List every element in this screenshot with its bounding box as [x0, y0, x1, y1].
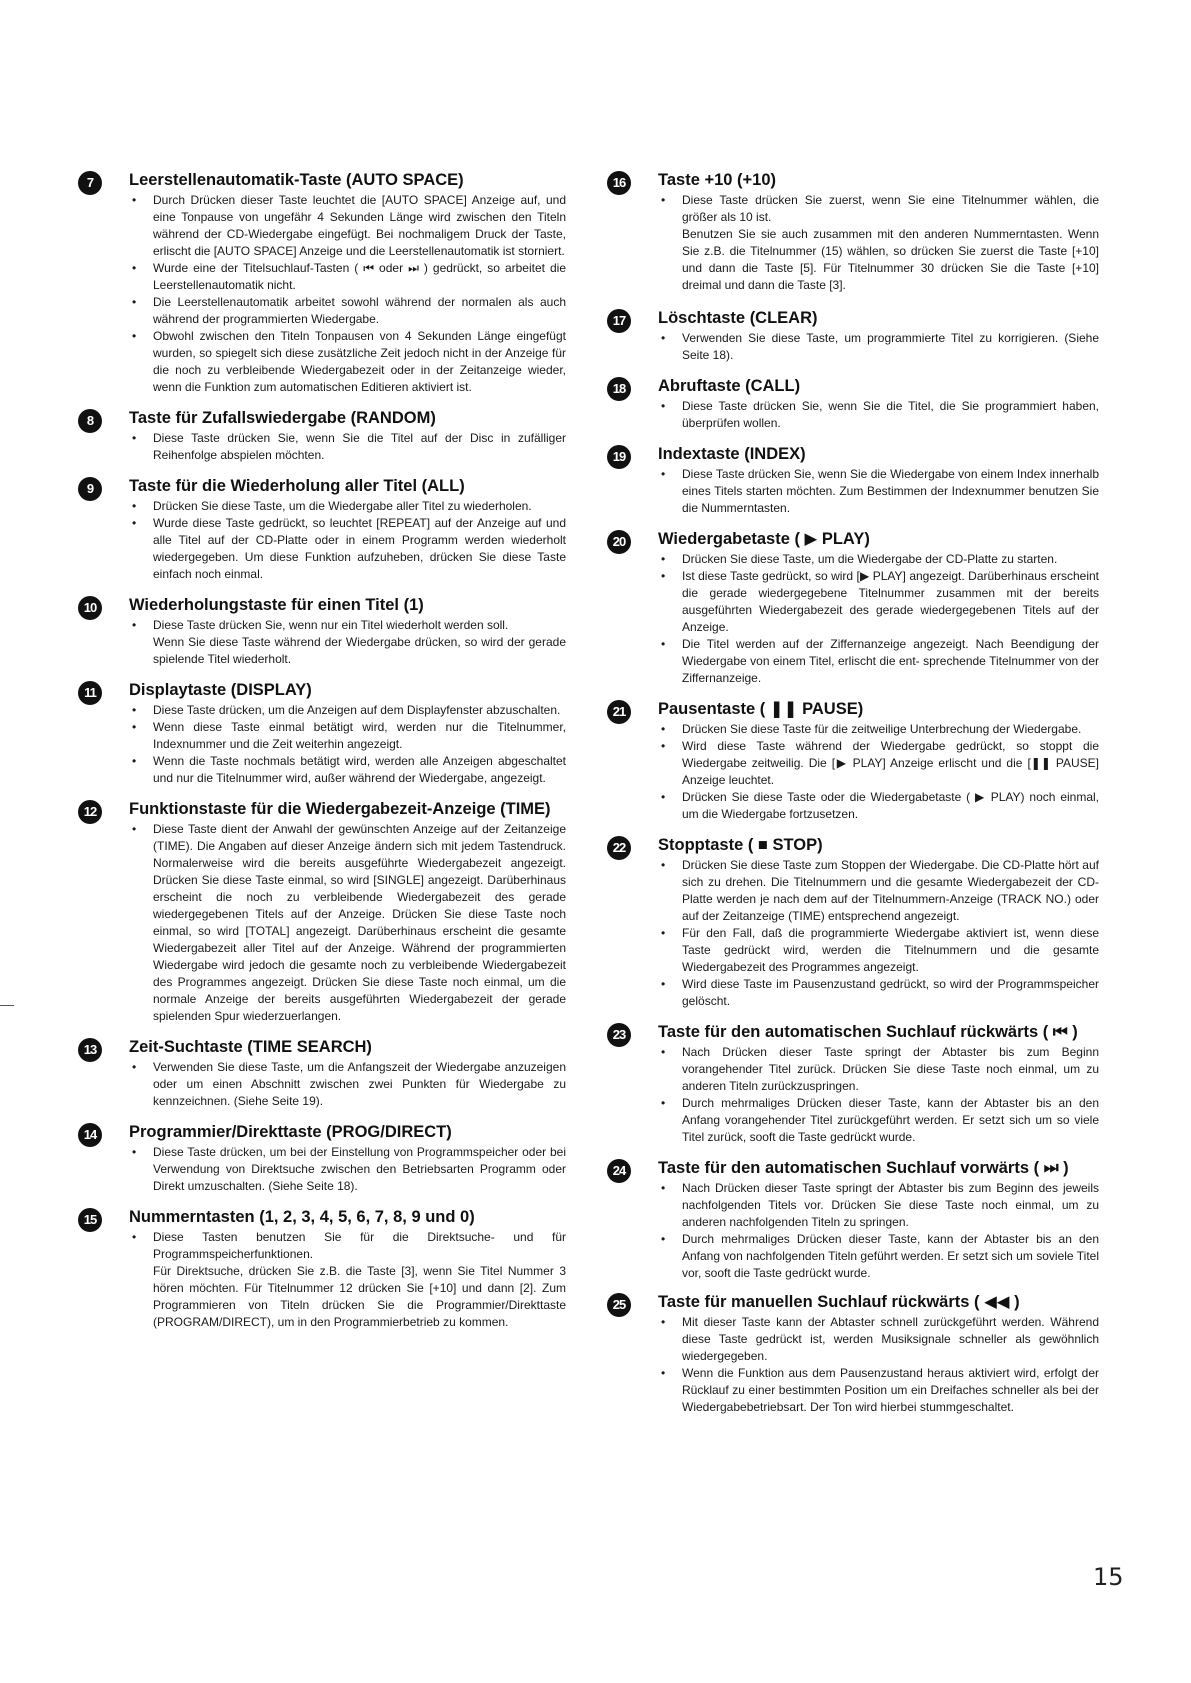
bullet-item	[129, 515, 566, 583]
bullet-item	[658, 925, 1099, 976]
bullet-item	[129, 617, 566, 634]
section-22	[607, 835, 1099, 1010]
section-number-badge: 8	[78, 409, 102, 433]
section-heading: Taste +10 (+10)	[658, 171, 777, 189]
section-heading: Taste für Zufallswiedergabe (RANDOM)	[129, 409, 436, 427]
bullet-list	[129, 821, 566, 1025]
bullet-text: • Wenn diese Taste einmal betätigt wird, werden nur die Titelnummer, Indexnummer und die Zeit weiterhin angezeigt.	[153, 720, 566, 751]
bullet-text: • Drücken Sie diese Taste oder die Wiedergabetaste ( ▶ PLAY) noch einmal, um die Wiedergabe fortzusetzen.	[682, 790, 1099, 821]
section-10	[78, 595, 566, 668]
bullet-list	[129, 1229, 566, 1263]
section-heading: Indextaste (INDEX)	[658, 445, 806, 463]
bullet-item	[658, 1231, 1099, 1282]
bullet-list	[658, 1180, 1099, 1282]
bullet-text: • Diese Tasten benutzen Sie für die Direktsuche- und für Programmspeicherfunktionen.	[153, 1230, 566, 1261]
section-heading: Wiedergabetaste ( ▶ PLAY)	[658, 530, 870, 548]
bullet-item	[129, 192, 566, 260]
section-heading: Pausentaste ( ❚❚ PAUSE)	[658, 700, 864, 718]
bullet-item	[658, 721, 1099, 738]
bullet-text: • Nach Drücken dieser Taste springt der Abtaster bis zum Beginn des jeweils nachfolgenden Titels vor. Drücken Sie diese Taste noch einmal, um zu anderen nachfolgenden Titeln zu springen.	[682, 1181, 1099, 1229]
bullet-list	[658, 857, 1099, 1010]
section-number-badge: 14	[78, 1123, 102, 1147]
bullet-list	[658, 1044, 1099, 1146]
bullet-item	[658, 398, 1099, 432]
section-15	[78, 1207, 566, 1331]
bullet-item	[658, 192, 1099, 226]
section-heading: Nummerntasten (1, 2, 3, 4, 5, 6, 7, 8, 9 und 0)	[129, 1208, 475, 1226]
section-17	[607, 308, 1099, 364]
bullet-text: • Wird diese Taste im Pausenzustand gedrückt, so wird der Programmspeicher gelöscht.	[682, 977, 1099, 1008]
section-number-badge: 23	[607, 1023, 631, 1047]
bullet-item	[129, 328, 566, 396]
continuation-text: Benutzen Sie sie auch zusammen mit den anderen Nummerntasten. Wenn Sie z.B. die Titelnummer (15) wählen, so drücken Sie zuerst die Taste [+10] und dann die Taste [5]. Für Titelnummer 30 drücken Sie die Taste [+10] dreimal und dann die Taste [3].	[682, 227, 1099, 292]
bullet-text: • Diese Taste drücken, um bei der Einstellung von Programmspeicher oder bei Verwendung von Direktsuche zwischen den Betriebsarten Programm oder Direkt umzuschalten. (Siehe Seite 18).	[153, 1145, 566, 1193]
bullet-item	[658, 1095, 1099, 1146]
page-number: 15	[1093, 1563, 1124, 1591]
section-number-badge: 19	[607, 445, 631, 469]
section-12	[78, 799, 566, 1025]
section-18	[607, 376, 1099, 432]
bullet-text: • Wird diese Taste während der Wiedergabe gedrückt, so stoppt die Wiedergabe zeitweilig. Die [▶ PLAY] Anzeige erlischt und die [❚❚ PAUSE] Anzeige leuchtet.	[682, 739, 1099, 787]
section-number-badge: 9	[78, 477, 102, 501]
bullet-text: • Diese Taste drücken Sie zuerst, wenn Sie eine Titelnummer wählen, die größer als 10 ist.	[682, 193, 1099, 224]
section-7	[78, 170, 566, 396]
bullet-item	[658, 789, 1099, 823]
section-8	[78, 408, 566, 464]
section-11	[78, 680, 566, 787]
left-column	[78, 170, 566, 1345]
bullet-item	[129, 430, 566, 464]
bullet-text: • Durch mehrmaliges Drücken dieser Taste, kann der Abtaster bis an den Anfang von nachfolgenden Titeln geführt werden. Er setzt sich um soviele Titel vor, sooft die Taste gedrückt wurde.	[682, 1232, 1099, 1280]
bullet-list	[658, 551, 1099, 687]
section-heading: Taste für manuellen Suchlauf rückwärts ( ◀◀ )	[658, 1293, 1020, 1311]
bullet-text: • Verwenden Sie diese Taste, um die Anfangszeit der Wiedergabe anzuzeigen oder um einen Abschnitt zwischen zwei Punkten für Wiedergabe zu kennzeichnen. (Siehe Seite 19).	[153, 1060, 566, 1108]
section-heading: Leerstellenautomatik-Taste (AUTO SPACE)	[129, 171, 464, 189]
section-number-badge: 11	[78, 681, 102, 705]
section-number-badge: 25	[607, 1293, 631, 1317]
bullet-text: • Drücken Sie diese Taste zum Stoppen der Wiedergabe. Die CD-Platte hört auf sich zu drehen. Die Titelnummern und die gesamte Wiedergabezeit der CD-Platte werden je nach dem auf der Titelnummern-Anzeige (TRACK NO.) oder auf der Zeitanzeige (TIME) entsprechend angezeigt.	[682, 858, 1099, 923]
bullet-item	[129, 1059, 566, 1110]
section-number-badge: 13	[78, 1038, 102, 1062]
bullet-text: • Wurde eine der Titelsuchlauf-Tasten ( ⏮ oder ⏭ ) gedrückt, so arbeitet die Leerstellenautomatik nicht.	[153, 261, 566, 292]
bullet-text: • Für den Fall, daß die programmierte Wiedergabe aktiviert ist, wenn diese Taste gedrückt wird, werden die Titelnummern und die gesamte Wiedergabezeit des Programmes angezeigt.	[682, 926, 1099, 974]
section-number-badge: 7	[78, 171, 102, 195]
section-number-badge: 21	[607, 700, 631, 724]
bullet-item	[658, 568, 1099, 636]
bullet-item	[129, 753, 566, 787]
bullet-text: • Wenn die Funktion aus dem Pausenzustand heraus aktiviert wird, erfolgt der Rücklauf zu einer bestimmten Position um ein Dreifaches schneller als bei der Wiedergabebetriebsart. Der Ton wird hierbei stummgeschaltet.	[682, 1366, 1099, 1414]
bullet-item	[129, 702, 566, 719]
bullet-list	[658, 1314, 1099, 1416]
section-25	[607, 1292, 1099, 1416]
bullet-item	[658, 738, 1099, 789]
bullet-list	[129, 430, 566, 464]
bullet-list	[658, 721, 1099, 823]
section-24	[607, 1158, 1099, 1282]
bullet-item	[129, 498, 566, 515]
section-number-badge: 18	[607, 377, 631, 401]
section-16	[607, 170, 1099, 294]
bullet-text: • Drücken Sie diese Taste, um die Wiedergabe der CD-Platte zu starten.	[682, 552, 1058, 566]
section-number-badge: 15	[78, 1208, 102, 1232]
section-19	[607, 444, 1099, 517]
crop-mark	[0, 1005, 14, 1006]
bullet-item	[129, 1144, 566, 1195]
bullet-text: • Diese Taste drücken Sie, wenn nur ein Titel wiederholt werden soll.	[153, 618, 509, 632]
section-heading: Löschtaste (CLEAR)	[658, 309, 818, 327]
section-9	[78, 476, 566, 583]
bullet-list	[658, 192, 1099, 226]
section-heading: Funktionstaste für die Wiedergabezeit-Anzeige (TIME)	[129, 800, 551, 818]
section-heading: Abruftaste (CALL)	[658, 377, 801, 395]
bullet-text: • Durch Drücken dieser Taste leuchtet die [AUTO SPACE] Anzeige auf, und eine Tonpause von ungefähr 4 Sekunden Länge wird zwischen den Titeln während der CD-Wiedergabe eingefügt. Bei nochmaligem Druck der Taste, erlischt die [AUTO SPACE] Anzeige und die Leerstellenautomatik ist storniert.	[153, 193, 566, 258]
bullet-item	[658, 1044, 1099, 1095]
section-number-badge: 10	[78, 596, 102, 620]
bullet-item	[658, 466, 1099, 517]
section-heading: Wiederholungstaste für einen Titel (1)	[129, 596, 424, 614]
bullet-list	[129, 1059, 566, 1110]
bullet-text: • Ist diese Taste gedrückt, so wird [▶ PLAY] angezeigt. Darüberhinaus erscheint die gerade wiedergegebene Titelnummer zusammen mit der bereits ausgeführten Wiedergabezeit des gerade wiedergegebenen Titels auf der Anzeige.	[682, 569, 1099, 634]
bullet-text: • Mit dieser Taste kann der Abtaster schnell zurückgeführt werden. Während diese Taste gedrückt ist, werden Musiksignale schneller als gewöhnlich wiedergegeben.	[682, 1315, 1099, 1363]
section-number-badge: 22	[607, 836, 631, 860]
bullet-item	[658, 857, 1099, 925]
bullet-item	[129, 719, 566, 753]
section-21	[607, 699, 1099, 823]
bullet-item	[129, 821, 566, 1025]
bullet-item	[658, 1180, 1099, 1231]
section-number-badge: 12	[78, 800, 102, 824]
bullet-text: • Drücken Sie diese Taste, um die Wiedergabe aller Titel zu wiederholen.	[153, 499, 532, 513]
section-heading: Programmier/Direkttaste (PROG/DIRECT)	[129, 1123, 452, 1141]
bullet-list	[658, 330, 1099, 364]
right-column	[607, 170, 1099, 1430]
bullet-text: • Verwenden Sie diese Taste, um programmierte Titel zu korrigieren. (Siehe Seite 18).	[682, 331, 1099, 362]
section-heading: Zeit-Suchtaste (TIME SEARCH)	[129, 1038, 372, 1056]
bullet-item	[658, 636, 1099, 687]
section-14	[78, 1122, 566, 1195]
bullet-text: • Diese Taste drücken Sie, wenn Sie die Titel auf der Disc in zufälliger Reihenfolge abspielen möchten.	[153, 431, 566, 462]
bullet-text: • Diese Taste drücken Sie, wenn Sie die Wiedergabe von einem Index innerhalb eines Titels starten möchten. Zum Bestimmen der Indexnummer benutzen Sie die Nummerntasten.	[682, 467, 1099, 515]
bullet-text: • Drücken Sie diese Taste für die zeitweilige Unterbrechung der Wiedergabe.	[682, 722, 1082, 736]
bullet-item	[658, 1365, 1099, 1416]
bullet-list	[658, 398, 1099, 432]
section-20	[607, 529, 1099, 687]
bullet-list	[129, 192, 566, 396]
section-number-badge: 17	[607, 309, 631, 333]
section-heading: Taste für die Wiederholung aller Titel (ALL)	[129, 477, 465, 495]
bullet-list	[129, 617, 566, 634]
continuation-text: Für Direktsuche, drücken Sie z.B. die Taste [3], wenn Sie Titel Nummer 3 hören möchten. Für Titelnummer 12 drücken Sie [+10] und dann [2]. Zum Programmieren von Titeln drücken Sie die Programmier/Direkttaste (PROGRAM/DIRECT), um in den Programmierbetrieb zu kommen.	[153, 1264, 566, 1329]
bullet-item	[658, 1314, 1099, 1365]
bullet-item	[658, 551, 1099, 568]
bullet-list	[129, 702, 566, 787]
bullet-text: • Obwohl zwischen den Titeln Tonpausen von 4 Sekunden Länge eingefügt wurden, so spiegelt sich diese zusätzliche Zeit jedoch nicht in der Anzeige für die noch zu verbleibende Wiedergabezeit oder in der Zeitanzeige wieder, wenn die Funktion zum automatischen Editieren aktiviert ist.	[153, 329, 566, 394]
section-heading: Stopptaste ( ■ STOP)	[658, 836, 823, 854]
bullet-list	[658, 466, 1099, 517]
bullet-item	[658, 330, 1099, 364]
section-number-badge: 24	[607, 1159, 631, 1183]
bullet-text: • Wenn die Taste nochmals betätigt wird, werden alle Anzeigen abgeschaltet und nur die Titelnummer wird, außer während der Wiedergabe, angezeigt.	[153, 754, 566, 785]
section-heading: Taste für den automatischen Suchlauf rückwärts ( ⏮ )	[658, 1023, 1078, 1041]
bullet-text: • Die Leerstellenautomatik arbeitet sowohl während der normalen als auch während der programmierten Wiedergabe.	[153, 295, 566, 326]
continuation-text: Wenn Sie diese Taste während der Wiedergabe drücken, so wird der gerade spielende Titel wiederholt.	[153, 635, 566, 666]
bullet-item	[658, 976, 1099, 1010]
bullet-text: • Durch mehrmaliges Drücken dieser Taste, kann der Abtaster bis an den Anfang vorangehender Titel zurückgeführt werden. Er setzt sich um so viele Titel zurück, sooft die Taste gedrückt wurde.	[682, 1096, 1099, 1144]
section-heading: Displaytaste (DISPLAY)	[129, 681, 312, 699]
bullet-text: • Diese Taste drücken, um die Anzeigen auf dem Displayfenster abzuschalten.	[153, 703, 561, 717]
bullet-text: • Nach Drücken dieser Taste springt der Abtaster bis zum Beginn vorangehender Titel zurück. Drücken Sie diese Taste noch einmal, um zu anderen Titeln zurückzuspringen.	[682, 1045, 1099, 1093]
bullet-item	[129, 1229, 566, 1263]
bullet-item	[129, 260, 566, 294]
bullet-text: • Wurde diese Taste gedrückt, so leuchtet [REPEAT] auf der Anzeige auf und alle Titel auf der CD-Platte oder in einem Programm werden wiederholt wiedergegeben. Um diese Funktion aufzuheben, drücken Sie diese Taste einfach noch einmal.	[153, 516, 566, 581]
bullet-list	[129, 1144, 566, 1195]
bullet-item	[129, 294, 566, 328]
section-heading: Taste für den automatischen Suchlauf vorwärts ( ⏭ )	[658, 1159, 1069, 1177]
section-23	[607, 1022, 1099, 1146]
bullet-list	[129, 498, 566, 583]
section-13	[78, 1037, 566, 1110]
bullet-text: • Diese Taste dient der Anwahl der gewünschten Anzeige auf der Zeitanzeige (TIME). Die Angaben auf dieser Anzeige ändern sich mit jedem Tastendruck. Normalerweise wird die bereits ausgeführte Wiedergabezeit angezeigt. Drücken Sie diese Taste einmal, so wird [SINGLE] angezeigt. Darüberhinaus erscheint die noch zu verbleibende Wiedergabezeit des gerade wiedergegebenen Titels auf der Anzeige. Drücken Sie diese Taste noch einmal, so wird [TOTAL] angezeigt. Darüberhinaus erscheint die gesamte Wiedergabezeit aller Titel auf der Anzeige. Während der programmierten Wiedergabe wird jedoch die gesamte noch zu verbleibende Wiedergabezeit des Programmes angezeigt. Drücken Sie diese Taste noch einmal, um die normale Anzeige der bereits ausgeführten Wiedergabezeit der gerade spielenden Spur wiederzuerlangen.	[153, 822, 566, 1023]
bullet-text: • Diese Taste drücken Sie, wenn Sie die Titel, die Sie programmiert haben, überprüfen wollen.	[682, 399, 1099, 430]
section-number-badge: 20	[607, 530, 631, 554]
section-number-badge: 16	[607, 171, 631, 195]
bullet-text: • Die Titel werden auf der Ziffernanzeige angezeigt. Nach Beendigung der Wiedergabe von einem Titel, erlischt die ent- sprechende Titelnummer von der Ziffernanzeige.	[682, 637, 1099, 685]
